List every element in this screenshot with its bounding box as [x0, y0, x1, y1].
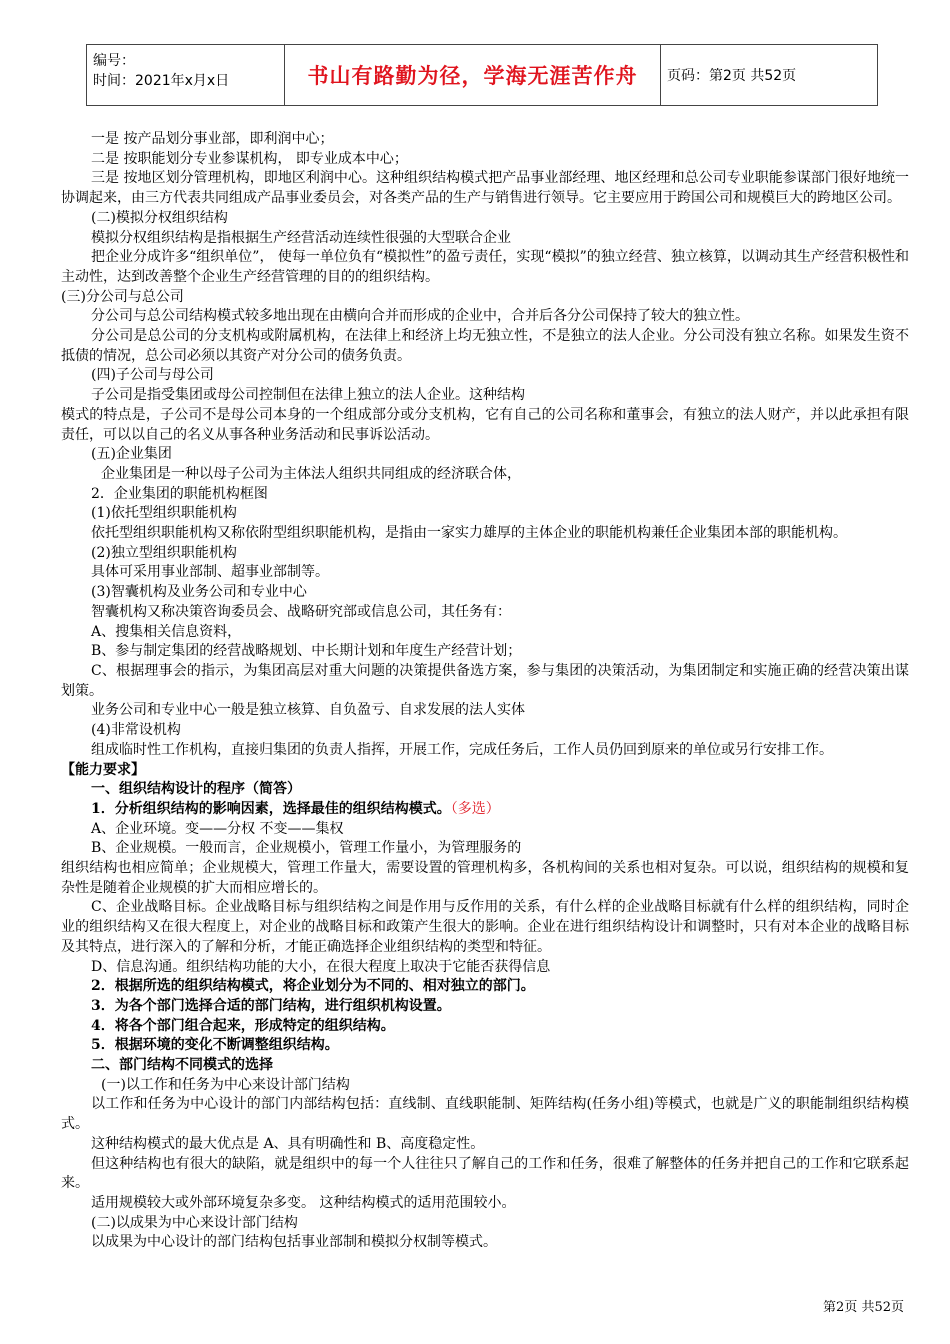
header-table	[86, 44, 878, 106]
section-heading: 一、组织结构设计的程序（简答）	[91, 781, 301, 798]
text-paragraph: 以工作和任务为中心设计的部门内部结构包括：直线制、直线职能制、矩阵结构(任务小组)等模式，也就是广义的职能制组织结构模式。	[61, 1096, 909, 1133]
text-line: A、企业环境。变——分权 不变——集权	[91, 820, 344, 837]
text-line: A、搜集相关信息资料，	[91, 623, 242, 640]
section-heading: (4)非常设机构	[91, 722, 181, 739]
section-heading: (1)依托型组织职能机构	[91, 505, 237, 522]
text-line: 以成果为中心设计的部门结构包括事业部制和模拟分权制等模式。	[91, 1234, 497, 1251]
text-paragraph: 三是 按地区划分管理机构，即地区利润中心。这种组织结构模式把产品事业部经理、地区经理和总公司专业职能参谋部门很好地统一协调起来，由三方代表共同组成产品事业委员会，对各类产品的生产与销售进行领导。它主要应用于跨国公司和规模巨大的跨地区公司。	[61, 170, 909, 207]
step-1: 1．分析组织结构的影响因素，选择最佳的组织结构模式。	[91, 800, 451, 817]
time-label: 时间：2021年x月x日	[93, 73, 230, 89]
text-paragraph: C、根据理事会的指示，为集团高层对重大问题的决策提供备选方案，参与集团的决策活动，为集团制定和实施正确的经营决策出谋划策。	[61, 662, 909, 699]
section-heading: (一)以工作和任务为中心来设计部门结构	[101, 1076, 350, 1093]
text-line: 企业集团是一种以母子公司为主体法人组织共同组成的经济联合体，	[101, 465, 521, 482]
multi-choice-tag: （多选）	[450, 800, 500, 817]
step-3: 3．为各个部门选择合适的部门结构，进行组织机构设置。	[91, 997, 451, 1014]
section-heading: (五)企业集团	[91, 446, 172, 463]
text-line: 适用规模较大或外部环境复杂多变。 这种结构模式的适用范围较小。	[91, 1194, 516, 1211]
text-paragraph: 组织结构也相应简单；企业规模大，管理工作量大，需要设置的管理机构多，各机构间的关系也相对复杂。可以说，组织结构的规模和复杂性是随着企业规模的扩大而相应增长的。	[61, 860, 909, 896]
text-paragraph: 组成临时性工作机构，直接归集团的负责人指挥，开展工作，完成任务后，工作人员仍回到原来的单位或另行安排工作。	[91, 741, 833, 758]
text-paragraph: 但这种结构也有很大的缺陷，就是组织中的每一个人往往只了解自己的工作和任务，很难了解整体的任务并把自己的工作和它联系起来。	[61, 1155, 909, 1192]
section-heading: (二)以成果为中心来设计部门结构	[91, 1214, 298, 1231]
text-line: 具体可采用事业部制、超事业部制等。	[91, 564, 329, 581]
section-heading: (二)模拟分权组织结构	[91, 209, 228, 226]
text-line: 智囊机构又称决策咨询委员会、战略研究部或信息公司，其任务有：	[91, 603, 511, 620]
text-line: 分公司与总公司结构模式较多地出现在由横向合并而形成的企业中，合并后各分公司保持了较大的独立性。	[91, 308, 749, 325]
text-line: 一是 按产品划分事业部，即利润中心；	[91, 131, 334, 147]
number-label: 编号：	[93, 53, 135, 69]
step-4: 4．将各个部门组合起来，形成特定的组织结构。	[91, 1017, 395, 1034]
section-heading: (3)智囊机构及业务公司和专业中心	[91, 584, 307, 601]
document-body	[61, 130, 909, 1253]
text-paragraph: 把企业分成许多“组织单位”， 使每一单位负有“模拟性”的盈亏责任，实现“模拟”的独立经营、独立核算，以调动其生产经营积极性和主动性，达到改善整个企业生产经营管理的目的的组织结构。	[61, 249, 909, 285]
text-paragraph: C、企业战略目标。企业战略目标与组织结构之间是作用与反作用的关系，有什么样的企业战略目标就有什么样的组织结构，同时企业的组织结构又在很大程度上，对企业的战略目标和政策产生很大的影响。企业在进行组织结构设计和调整时，只有对本企业的战略目标及其特点，进行深入的了解和分析，才能正确选择企业组织结构的类型和特征。	[61, 899, 909, 955]
step-2: 2．根据所选的组织结构模式，将企业划分为不同的、相对独立的部门。	[91, 978, 535, 995]
header-motto: 书山有路勤为径，学海无涯苦作舟	[285, 45, 661, 105]
section-heading: (三)分公司与总公司	[61, 288, 184, 305]
step-5: 5．根据环境的变化不断调整组织结构。	[91, 1037, 339, 1054]
text-line: 业务公司和专业中心一般是独立核算、自负盈亏、自求发展的法人实体	[91, 702, 525, 719]
text-line: 模拟分权组织结构是指根据生产经营活动连续性很强的大型联合企业	[91, 229, 511, 246]
header-page: 页码：第2页 共52页	[667, 68, 797, 84]
text-line: 子公司是指受集团或母公司控制但在法律上独立的法人企业。这种结构	[91, 387, 525, 404]
section-heading: 二、部门结构不同模式的选择	[91, 1057, 273, 1074]
text-paragraph: 模式的特点是，子公司不是母公司本身的一个组成部分或分支机构，它有自己的公司名称和董事会，有独立的法人财产，并以此承担有限责任，可以以自己的名义从事各种业务活动和民事诉讼活动。	[61, 406, 909, 443]
section-heading: 【能力要求】	[61, 761, 145, 778]
page-footer: 第2页 共52页	[823, 1300, 904, 1315]
section-heading: (四)子公司与母公司	[91, 367, 214, 384]
text-paragraph: 依托型组织职能机构又称依附型组织职能机构，是指由一家实力雄厚的主体企业的职能机构兼任企业集团本部的职能机构。	[91, 525, 847, 542]
text-line: B、参与制定集团的经营战略规划、中长期计划和年度生产经营计划；	[91, 643, 522, 660]
text-line: D、信息沟通。组织结构功能的大小，在很大程度上取决于它能否获得信息	[91, 958, 551, 975]
section-heading: 2．企业集团的职能机构框图	[91, 485, 268, 502]
header-meta	[87, 45, 285, 105]
text-paragraph: 分公司是总公司的分支机构或附属机构，在法律上和经济上均无独立性，不是独立的法人企业。分公司没有独立名称。如果发生资不抵债的情况，总公司必须以其资产对分公司的债务负责。	[61, 328, 909, 364]
text-line: 二是 按职能划分专业参谋机构， 即专业成本中心；	[91, 150, 408, 167]
text-line: 这种结构模式的最大优点是 A、具有明确性和 B、高度稳定性。	[91, 1135, 485, 1152]
section-heading: (2)独立型组织职能机构	[91, 544, 237, 561]
text-line: B、企业规模。一般而言，企业规模小，管理工作量小，为管理服务的	[91, 840, 522, 857]
